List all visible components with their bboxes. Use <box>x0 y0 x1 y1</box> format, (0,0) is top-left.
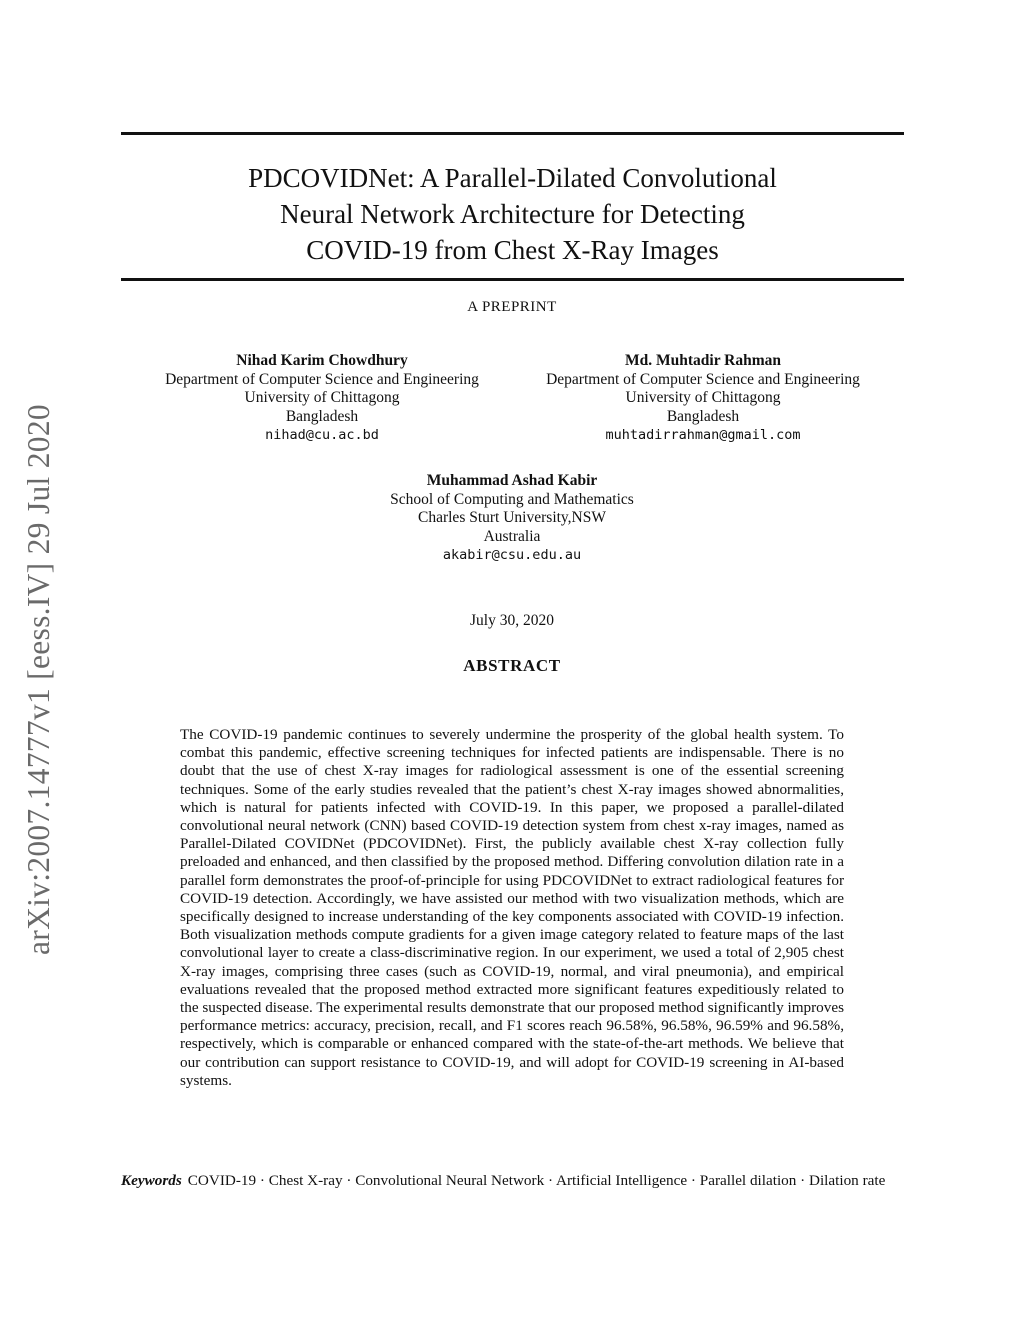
arxiv-identifier[interactable]: arXiv:2007.14777v1 [eess.IV] 29 Jul 2020 <box>21 404 56 955</box>
author-institution: Charles Sturt University,NSW <box>418 509 606 526</box>
author-block <box>312 472 712 565</box>
author-email[interactable]: nihad@cu.ac.bd <box>265 427 379 443</box>
preprint-label: A PREPRINT <box>467 299 557 315</box>
title-top-rule <box>121 132 904 135</box>
author-department: Department of Computer Science and Engineering <box>546 370 860 388</box>
keywords-list: COVID-19 · Chest X-ray · Convolutional Neural Network · Artificial Intelligence · Parallel dilation · Dilation rate <box>187 1172 886 1189</box>
abstract-body: The COVID-19 pandemic continues to severely undermine the prosperity of the global health system. To combat this pandemic, effective screening techniques for infected patients are indispensable. There is no doubt that the use of chest X-ray images for radiological assessment is one of the essential screening techniques. Some of the early studies revealed that the patient’s chest X-ray images showed abnormalities, which is natural for patients infected with COVID-19. In this paper, we proposed a parallel-dilated convolutional neural network (CNN) based COVID-19 detection system from chest x-ray images, named as Parallel-Dilated COVIDNet (PDCOVIDNet). First, the publicly available chest X-ray collection fully preloaded and enhanced, and then classified by the proposed method. Differing convolution dilation rate in a parallel form demonstrates the proof-of-principle for using PDCOVIDNet to extract radiological features for COVID-19 detection. Accordingly, we have assisted our method with two visualization methods, which are specifically designed to increase understanding of the key components associated with COVID-19 infection. Both visualization methods compute gradients for a given image category related to feature maps of the last convolutional layer to create a class-discriminative region. In our experiment, we used a total of 2,905 chest X-ray images, comprising three cases (such as COVID-19, normal, and viral pneumonia), and empirical evaluations revealed that the proposed method extracted more significant features expeditiously related to the suspected disease. The experimental results demonstrate that our proposed method significantly improves performance metrics: accuracy, precision, recall, and F1 scores reach 96.58%, 96.58%, 96.59% and 96.58%, respectively, which is comparable or enhanced compared with the state-of-the-art methods. We believe that our contribution can support resistance to COVID-19, and will adopt for COVID-19 screening in AI-based systems. <box>180 726 845 1089</box>
keywords-label: Keywords <box>121 1172 182 1189</box>
author-institution: University of Chittagong <box>244 389 400 406</box>
paper-title <box>121 160 904 268</box>
author-block <box>502 352 904 445</box>
author-email[interactable]: akabir@csu.edu.au <box>442 547 582 563</box>
keywords <box>121 1172 904 1190</box>
paper-date: July 30, 2020 <box>470 612 554 629</box>
author-email[interactable]: muhtadirrahman@gmail.com <box>605 427 801 443</box>
abstract-heading: ABSTRACT <box>463 656 561 675</box>
author-department: Department of Computer Science and Engineering <box>165 370 479 388</box>
author-name: Md. Muhtadir Rahman <box>624 352 782 369</box>
title-line: COVID-19 from Chest X-Ray Images <box>306 235 719 265</box>
title-bottom-rule <box>121 278 904 281</box>
author-department: School of Computing and Mathematics <box>390 490 634 508</box>
author-block <box>121 352 523 445</box>
author-country: Bangladesh <box>285 407 359 425</box>
author-institution: University of Chittagong <box>625 389 781 406</box>
title-line: PDCOVIDNet: A Parallel-Dilated Convolutional <box>248 163 777 193</box>
author-name: Nihad Karim Chowdhury <box>236 352 408 369</box>
title-line: Neural Network Architecture for Detecting <box>280 199 745 229</box>
author-name: Muhammad Ashad Kabir <box>426 472 598 489</box>
author-country: Australia <box>483 527 541 545</box>
author-country: Bangladesh <box>666 407 740 425</box>
